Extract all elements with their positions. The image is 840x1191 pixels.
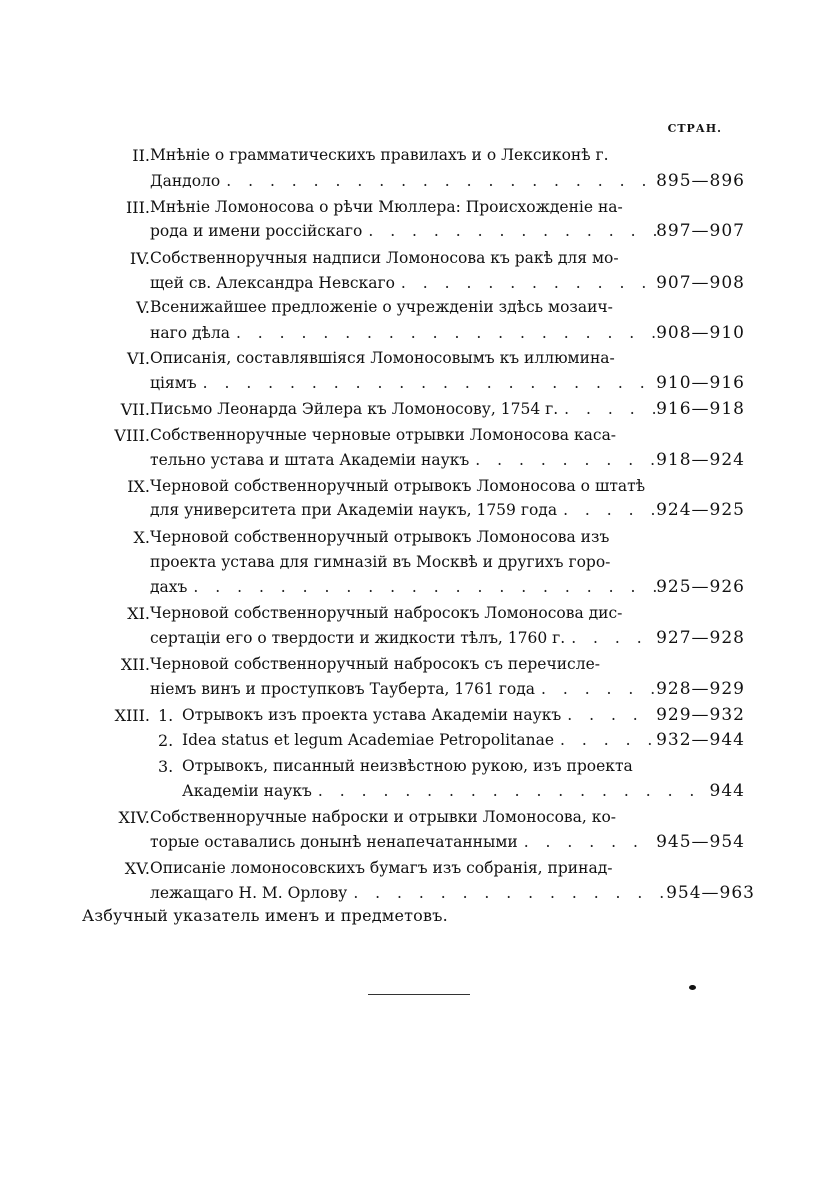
- entry-number: V.: [136, 298, 150, 317]
- entry-title-line: проекта устава для гимназій въ Москвѣ и другихъ горо-: [150, 553, 611, 571]
- leader-dots: [554, 727, 656, 753]
- leader-dots: [518, 829, 656, 855]
- leader-dots: [187, 574, 656, 600]
- leader-dots: [561, 702, 656, 728]
- entry-number: XIII.: [114, 706, 150, 725]
- leader-dots: [558, 396, 656, 422]
- page-range: 925—926: [656, 577, 745, 597]
- entry-title-line: Черновой собственноручный набросокъ Ломоносова дис-: [150, 604, 623, 622]
- entry-title-line: Собственноручныя надписи Ломоносова къ ракѣ для мо-: [150, 249, 619, 267]
- entry-title-line: Собственноручные черновые отрывки Ломоносова каса-: [150, 426, 617, 444]
- entry-title-line: дахъ: [150, 578, 188, 596]
- entry-number: VII.: [120, 400, 150, 419]
- leader-dots: [220, 168, 656, 194]
- sub-entry-title: Академіи наукъ: [182, 782, 312, 800]
- page-range: 927—928: [656, 628, 745, 648]
- leader-dots: [469, 447, 656, 473]
- page-range: 916—918: [656, 399, 745, 419]
- entry-number: IX.: [127, 477, 150, 496]
- entry-title-line: щей св. Александра Невскаго: [150, 274, 395, 292]
- entry-number: XV.: [124, 859, 150, 878]
- sub-entry-title: Idea status et legum Academiae Petropolitanae: [182, 731, 555, 749]
- page-range: 944: [709, 781, 745, 801]
- ink-blot: [689, 985, 696, 990]
- page-range: 954—963: [666, 883, 755, 903]
- page-range: 929—932: [656, 705, 745, 725]
- entry-number: XIV.: [118, 808, 150, 827]
- entry-title-line: Письмо Леонарда Эйлера къ Ломоносову, 1754 г.: [150, 400, 559, 418]
- leader-dots: [565, 625, 656, 651]
- leader-dots: [535, 676, 656, 702]
- entry-title-line: Собственноручные наброски и отрывки Ломоносова, ко-: [150, 808, 617, 826]
- page-range: 895—896: [656, 171, 745, 191]
- page-range: 932—944: [656, 730, 745, 750]
- page-range: 897—907: [656, 221, 745, 241]
- page-range: 908—910: [656, 323, 745, 343]
- leader-dots: [197, 370, 656, 396]
- page-range: 910—916: [656, 373, 745, 393]
- entry-number: VI.: [127, 349, 150, 368]
- sub-entry-number: 2.: [158, 731, 174, 750]
- page-range: 924—925: [656, 500, 745, 520]
- entry-number: III.: [125, 198, 150, 217]
- entry-title-line: Черновой собственноручный отрывокъ Ломоносова изъ: [150, 528, 610, 546]
- entry-number: XI.: [127, 604, 150, 623]
- entry-title-line: тельно устава и штата Академіи наукъ: [150, 451, 470, 469]
- entry-title-line: Всенижайшее предложеніе о учрежденіи здѣсь мозаич-: [150, 298, 613, 316]
- sub-entry-number: 3.: [158, 757, 174, 776]
- entry-title-line: рода и имени россійскаго: [150, 222, 363, 240]
- entry-number: IV.: [129, 249, 150, 268]
- page-header-label: СТРАН.: [667, 122, 722, 135]
- leader-dots: [395, 270, 656, 296]
- entry-title-line: Описаніе ломоносовскихъ бумагъ изъ собранія, принад-: [150, 859, 613, 877]
- leader-dots: [312, 778, 710, 804]
- entry-title-line: Мнѣніе о грамматическихъ правилахъ и о Лексиконѣ г.: [150, 146, 609, 164]
- sub-entry-title: Отрывокъ изъ проекта устава Академіи наукъ: [182, 706, 562, 724]
- sub-entry-number: 1.: [158, 706, 174, 725]
- entry-title-line: ціямъ: [150, 374, 197, 392]
- entry-title-line: Описанія, составлявшіяся Ломоносовымъ къ иллюмина-: [150, 349, 615, 367]
- entry-title-line: наго дѣла: [150, 324, 230, 342]
- leader-dots: [362, 218, 656, 244]
- index-title[interactable]: Азбучный указатель именъ и предметовъ.: [82, 906, 448, 925]
- page-range: 945—954: [656, 832, 745, 852]
- entry-number: XII.: [120, 655, 150, 674]
- leader-dots: [557, 497, 656, 523]
- page-range: 907—908: [656, 273, 745, 293]
- closing-rule: [368, 994, 470, 995]
- entry-number: II.: [132, 146, 150, 165]
- entry-title-line: Черновой собственноручный набросокъ съ перечисле-: [150, 655, 600, 673]
- leader-dots: [230, 320, 656, 346]
- entry-title-line: торые оставались донынѣ ненапечатанными: [150, 833, 518, 851]
- leader-dots: [347, 880, 666, 906]
- entry-title-line: лежащаго Н. М. Орлову: [150, 884, 348, 902]
- page-range: 918—924: [656, 450, 745, 470]
- entry-title-line: для университета при Академіи наукъ, 1759 года: [150, 501, 558, 519]
- entry-number: X.: [133, 528, 150, 547]
- page-range: 928—929: [656, 679, 745, 699]
- entry-title-line: Мнѣніе Ломоносова о рѣчи Мюллера: Происхожденіе на-: [150, 198, 623, 216]
- entry-number: VIII.: [114, 426, 150, 445]
- entry-title-line: Дандоло: [150, 172, 221, 190]
- entry-title-line: сертаціи его о твердости и жидкости тѣлъ, 1760 г.: [150, 629, 566, 647]
- entry-title-line: ніемъ винъ и проступковъ Тауберта, 1761 года: [150, 680, 535, 698]
- sub-entry-title: Отрывокъ, писанный неизвѣстною рукою, изъ проекта: [182, 757, 633, 775]
- entry-title-line: Черновой собственноручный отрывокъ Ломоносова о штатѣ: [150, 477, 646, 495]
